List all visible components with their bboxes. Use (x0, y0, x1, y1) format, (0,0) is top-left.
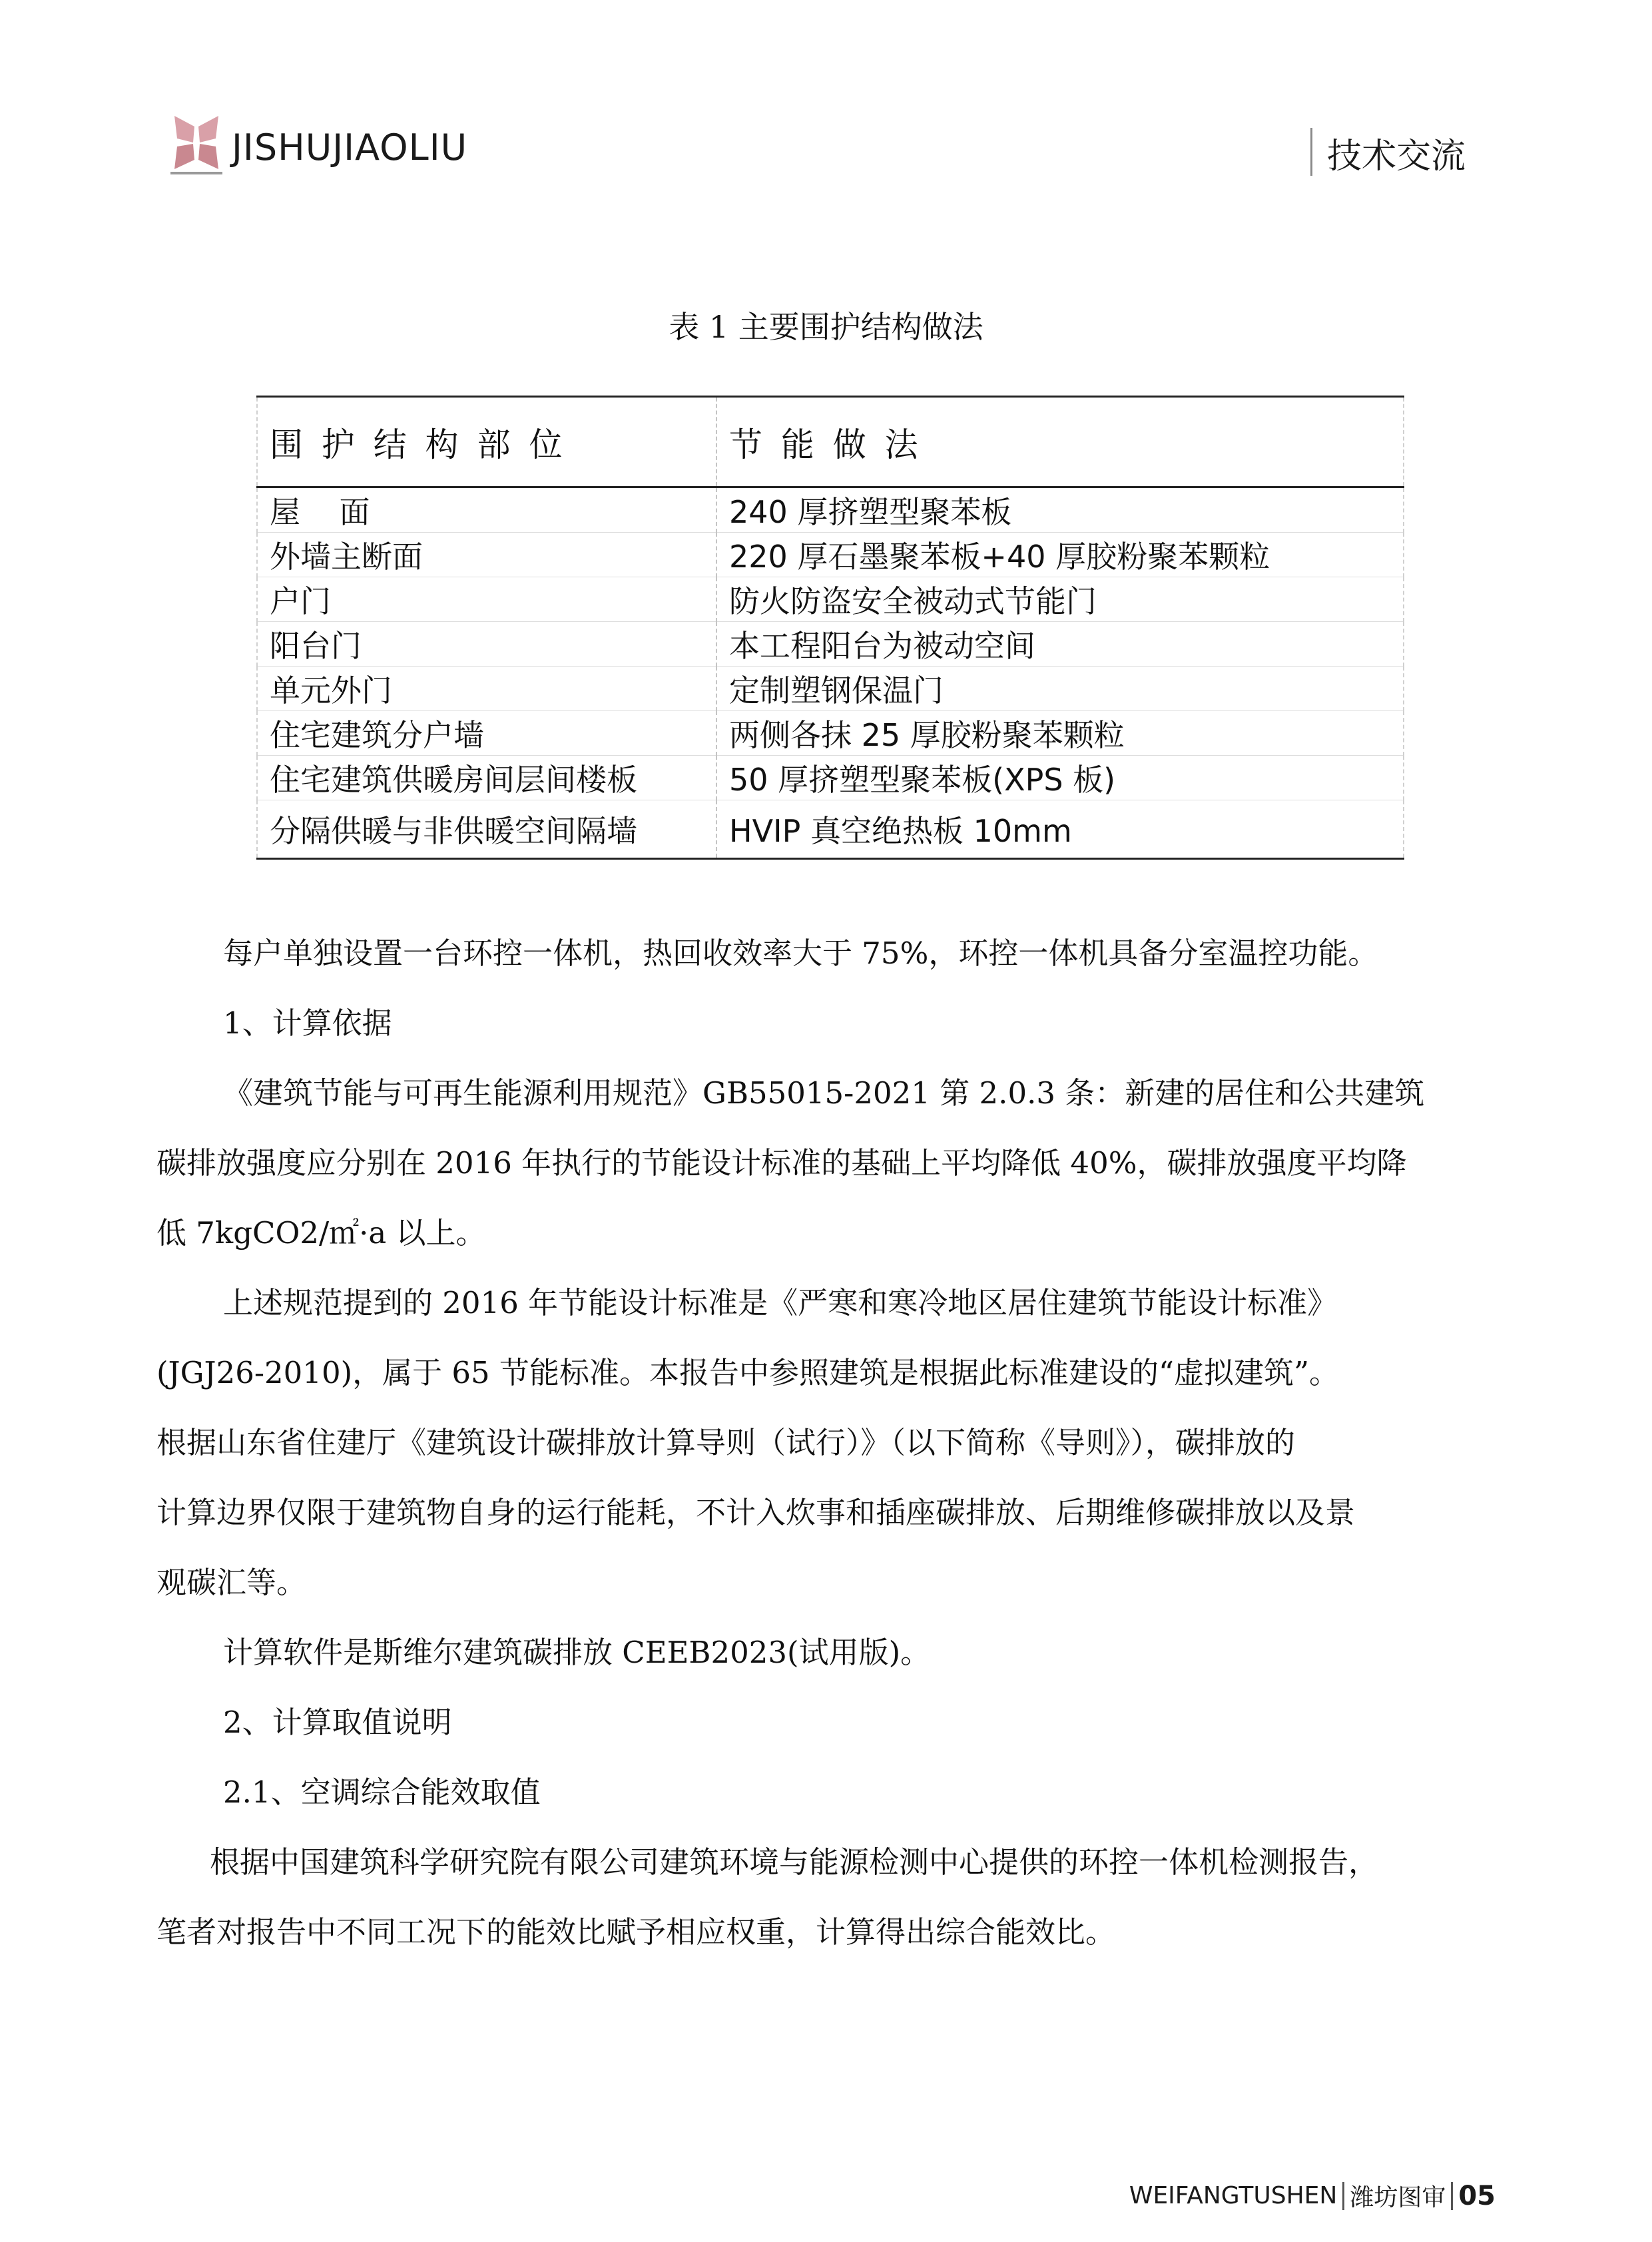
body-line: 碳排放强度应分别在 2016 年执行的节能设计标准的基础上平均降低 40%，碳排放强度平均降 (156, 1145, 1407, 1181)
table-row (257, 667, 1404, 711)
table-cell: 外墙主断面 (257, 533, 716, 577)
body-paragraph: 计算软件是斯维尔建筑碳排放 CEEB2023(试用版)。 (223, 1635, 931, 1670)
page-number: 05 (1458, 2180, 1496, 2211)
table-row (257, 756, 1404, 800)
table-row (257, 577, 1404, 622)
table-cell: 屋 面 (257, 487, 716, 533)
table-cell: 240 厚挤塑型聚苯板 (716, 487, 1404, 533)
table-header-cell: 节 能 做 法 (716, 397, 1404, 487)
table-cell: 50 厚挤塑型聚苯板(XPS 板) (716, 756, 1404, 800)
table-row (257, 533, 1404, 577)
table-cell: HVIP 真空绝热板 10mm (716, 800, 1404, 859)
table-header-row (257, 397, 1404, 487)
table-row (257, 711, 1404, 756)
body-line: 观碳汇等。 (156, 1565, 307, 1600)
table-cell: 两侧各抹 25 厚胶粉聚苯颗粒 (716, 711, 1404, 756)
body-line: 根据山东省住建厅《建筑设计碳排放计算导则（试行）》（以下简称《导则》），碳排放的 (156, 1425, 1296, 1460)
body-line: 《建筑节能与可再生能源利用规范》GB55015-2021 第 2.0.3 条：新建的居住和公共建筑 (223, 1075, 1425, 1111)
table-row (257, 487, 1404, 533)
body-line: 根据中国建筑科学研究院有限公司建筑环境与能源检测中心提供的环控一体机检测报告， (210, 1844, 1379, 1880)
subsection-heading: 2.1、空调综合能效取值 (223, 1775, 541, 1810)
table-cell: 定制塑钢保温门 (716, 667, 1404, 711)
table-row (257, 800, 1404, 859)
publication-name: WEIFANGTUSHEN (1129, 2182, 1338, 2209)
footer-divider (1342, 2182, 1344, 2210)
header-divider (1310, 128, 1312, 176)
body-line: 计算边界仅限于建筑物自身的运行能耗，不计入炊事和插座碳排放、后期维修碳排放以及景 (156, 1495, 1356, 1530)
table-cell: 户门 (257, 577, 716, 622)
body-line: 上述规范提到的 2016 年节能设计标准是《严寒和寒冷地区居住建筑节能设计标准》 (223, 1285, 1338, 1320)
table-cell: 阳台门 (257, 622, 716, 667)
table-cell: 住宅建筑供暖房间层间楼板 (257, 756, 716, 800)
publication-name-cn: 潍坊图审 (1350, 2184, 1446, 2211)
page-footer (1129, 2179, 1496, 2213)
table-cell: 分隔供暖与非供暖空间隔墙 (257, 800, 716, 859)
footer-divider (1451, 2182, 1453, 2210)
table-cell: 本工程阳台为被动空间 (716, 622, 1404, 667)
section-title: 技术交流 (1327, 137, 1466, 176)
body-line: 笔者对报告中不同工况下的能效比赋予相应权重，计算得出综合能效比。 (156, 1914, 1116, 1950)
table-header-cell: 围 护 结 构 部 位 (257, 397, 716, 487)
table-caption: 表 1 主要围护结构做法 (669, 309, 983, 345)
table-cell: 220 厚石墨聚苯板+40 厚胶粉聚苯颗粒 (716, 533, 1404, 577)
table-row (257, 622, 1404, 667)
envelope-table (256, 396, 1404, 860)
table-cell: 单元外门 (257, 667, 716, 711)
logo-icon (166, 112, 226, 178)
section-heading: 1、计算依据 (223, 1005, 392, 1041)
body-line: (JGJ26-2010)，属于 65 节能标准。本报告中参照建筑是根据此标准建设的“虚拟建筑”。 (156, 1355, 1340, 1390)
table-cell: 住宅建筑分户墙 (257, 711, 716, 756)
table-cell: 防火防盗安全被动式节能门 (716, 577, 1404, 622)
body-line: 低 7kgCO2/㎡·a 以上。 (156, 1215, 486, 1251)
section-heading: 2、计算取值说明 (223, 1705, 452, 1740)
brand-title: JISHUJIAOLIU (232, 127, 468, 168)
body-paragraph: 每户单独设置一台环控一体机，热回收效率大于 75%，环控一体机具备分室温控功能。 (223, 936, 1378, 971)
